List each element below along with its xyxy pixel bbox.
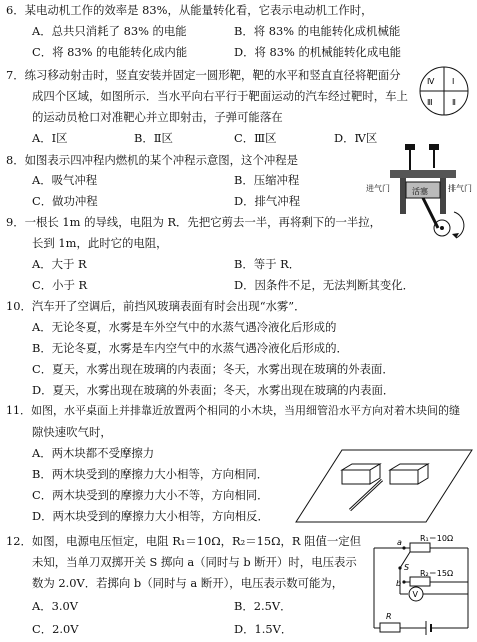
- target-diagram: [414, 61, 474, 121]
- q12-option-b[interactable]: B．2.5V．: [234, 599, 292, 613]
- intake-valve-label: 进气门: [366, 184, 390, 193]
- q8-option-b[interactable]: B．压缩冲程: [234, 173, 300, 187]
- target-zone-1: Ⅰ: [452, 77, 455, 86]
- target-zone-4: Ⅳ: [427, 77, 435, 86]
- q10-option-c[interactable]: C．夏天，水雾出现在玻璃的内表面；冬天，水雾出现在玻璃的外表面．: [32, 362, 394, 376]
- q7-option-d[interactable]: D．Ⅳ区: [334, 131, 378, 145]
- q12-option-a[interactable]: A．3.0V: [32, 599, 78, 613]
- resistor-r1-label: R₁＝10Ω: [420, 534, 454, 543]
- q12-option-c[interactable]: C．2.0V: [32, 622, 79, 636]
- q11-stem-2: 隙快速吹气时，: [32, 425, 112, 439]
- q7-stem-2: 成四个区域，如图所示．当水平向右平行于靶面运动的汽车经过靶时，车上: [32, 89, 408, 103]
- piston-label: 活塞: [412, 187, 428, 196]
- q6-option-a[interactable]: A．总共只消耗了 83% 的电能: [32, 24, 187, 38]
- q9-stem-1: 9．一根长 1m 的导线，电阻为 R．先把它剪去一半，再将剩下的一半拉，: [6, 215, 382, 229]
- resistor-r-label: R: [386, 612, 392, 621]
- q11-stem-1: 11．如图，水平桌面上并排靠近放置两个相同的小木块，当用细管沿水平方向对着木块间的缝: [6, 404, 460, 417]
- q12-stem-1: 12．如图，电源电压恒定，电阻 R₁＝10Ω，R₂＝15Ω，R 阻值一定但: [6, 534, 362, 548]
- engine-diagram: [366, 142, 474, 242]
- q7-option-c[interactable]: C．Ⅲ区: [234, 131, 277, 145]
- q9-option-d[interactable]: D．因条件不足，无法判断其变化．: [234, 278, 414, 292]
- terminal-a-label: a: [397, 538, 402, 547]
- voltmeter-label: V: [412, 590, 418, 599]
- q7-option-b[interactable]: B．Ⅱ区: [134, 131, 173, 145]
- q10-option-d[interactable]: D．夏天，水雾出现在玻璃的外表面；冬天，水雾出现在玻璃的内表面．: [32, 383, 395, 397]
- q10-stem: 10．汽车开了空调后，前挡风玻璃表面有时会出现“水雾”．: [6, 299, 306, 313]
- q8-option-a[interactable]: A．吸气冲程: [32, 173, 98, 187]
- q8-stem: 8．如图表示四冲程内燃机的某个冲程示意图，这个冲程是: [6, 153, 299, 167]
- q11-option-a[interactable]: A．两木块都不受摩擦力: [32, 446, 155, 460]
- q12-stem-3: 数为 2.0V．若掷向 b（同时与 a 断开），电压表示数可能为，: [32, 576, 344, 590]
- q6-option-c[interactable]: C．将 83% 的电能转化成内能: [32, 45, 188, 59]
- q7-stem-3: 的运动员枪口对准靶心并立即射击，子弹可能落在: [32, 110, 283, 124]
- q9-stem-2: 长到 1m，此时它的电阻，: [32, 236, 168, 250]
- q8-option-d[interactable]: D．排气冲程: [234, 194, 301, 208]
- q7-stem-1: 7．练习移动射击时，竖直安装并固定一圆形靶，靶的水平和竖直直径将靶面分: [6, 68, 401, 82]
- q11-option-b[interactable]: B．两木块受到的摩擦力大小相等，方向相同．: [32, 467, 269, 481]
- q6-option-d[interactable]: D．将 83% 的机械能转化成电能: [234, 45, 401, 59]
- q6-stem: 6．某电动机工作的效率是 83%，从能量转化看，它表示电动机工作时，: [6, 3, 373, 17]
- q7-option-a[interactable]: A．Ⅰ区: [32, 131, 68, 145]
- q6-option-b[interactable]: B．将 83% 的电能转化成机械能: [234, 24, 401, 38]
- q12-option-d[interactable]: D．1.5V．: [234, 622, 293, 636]
- q11-option-d[interactable]: D．两木块受到的摩擦力大小相等，方向相反．: [32, 509, 269, 523]
- terminal-b-label: b: [396, 579, 402, 588]
- exhaust-valve-label: 排气门: [448, 184, 472, 193]
- q10-option-b[interactable]: B．无论冬夏，水雾是车内空气中的水蒸气遇冷液化后形成的．: [32, 341, 348, 355]
- resistor-r2-label: R₂＝15Ω: [420, 569, 454, 578]
- q9-option-b[interactable]: B．等于 R．: [234, 257, 301, 271]
- q10-option-a[interactable]: A．无论冬夏，水雾是车外空气中的水蒸气遇冷液化后形成的: [32, 320, 337, 334]
- target-zone-2: Ⅱ: [452, 98, 456, 107]
- target-zone-3: Ⅲ: [427, 98, 433, 107]
- switch-s-label: S: [404, 563, 410, 572]
- circuit-diagram: [370, 530, 474, 640]
- q8-option-c[interactable]: C．做功冲程: [32, 194, 98, 208]
- q12-stem-2: 未知，当单刀双掷开关 S 掷向 a（同时与 b 断开）时，电压表示: [32, 555, 357, 569]
- q9-option-c[interactable]: C．小于 R: [32, 278, 88, 292]
- wooden-blocks-diagram: [294, 446, 474, 526]
- q11-option-c[interactable]: C．两木块受到的摩擦力大小不等，方向相同．: [32, 488, 269, 502]
- q9-option-a[interactable]: A．大于 R: [32, 257, 87, 271]
